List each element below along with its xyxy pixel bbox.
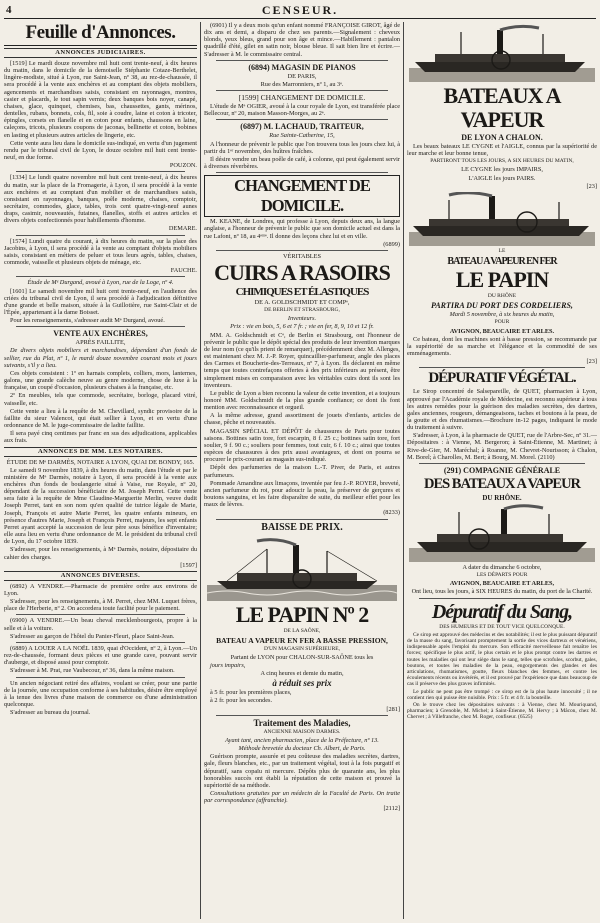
annonce-text: Pour les renseignements, s'adresser audit Mᵉ Durgand, avoué.: [10, 317, 165, 325]
column-divider: [200, 22, 201, 919]
divider: [216, 60, 388, 61]
header-rule: [4, 18, 596, 19]
annonce-text: On le trouve chez les dépositaires suivants : à Vienne, chez M. Mouriquand, pharmacien; à Grenoble, M. Michel; à Saint-Étienne, M. Hervy ; à Mâcon, chez M. Chervet ; à Villefranche, chez M. Roger, confiseur. (6525): [407, 701, 597, 721]
chimiques-heading: CHIMIQUES ET ÉLASTIQUES: [235, 285, 369, 298]
magasin-name: MAGASIN DE PIANOS: [271, 62, 356, 72]
annonce-text: LE CYGNE les jours IMPAIRS,: [461, 166, 543, 174]
page-header: [0, 0, 600, 22]
compagnie-heading: [407, 466, 597, 475]
divider: [419, 598, 585, 599]
divider: [216, 250, 388, 251]
annonce-text: A l'honneur de prévenir le public que l'on trouvera tous les jours chez lui, à partir du 1ᵉʳ novembre, des huîtres fraîches.: [204, 140, 400, 155]
annonce-text: Le public ne peut pas être trompé : ce sirop est de la plus haute innocuité ; il ne contient rien qui puisse être nuisible. Prix : 5 fr. et 4 fr. la bouteille.: [407, 688, 597, 701]
annonce-text: S'adresser, pour les renseignements, à Mᵉ Darmès, notaire, dépositaire du cahier des charges.: [4, 546, 197, 561]
annonce-text: S'adresser à M. Prat, rue Vaubecour, nº 36, dans la même maison.: [10, 667, 175, 675]
papin2-heading: LE PAPIN Nº 2: [235, 601, 369, 627]
rhone-label: DU RHÔNE: [487, 293, 517, 300]
section-heading: ANNONCES DE MM. LES NOTAIRES.: [4, 447, 197, 457]
steamboat-illustration: [207, 535, 397, 601]
annonce-text: Ce sirop est approuvé des médecins et des notabilités; il est le plus puissant dépuratif de la masse du sang, favorisant promptement la sortie des vices dartreux et vénériens, indispensable après l'emploi du mercure. Son efficacité merveilleuse fait renaître les forces; spécifique le plus actif, le plus certain et le plus prompt contre les dartres et toutes les maladies qui ont leur siège dans le sang, telles que scrofules, scorbut, gales, boutons, et toutes les maladies de la peau, engorgements des glandes et des articulations, rhumatismes, goutte, fleurs blanches des femmes, et contre les écoulements récents ou invétérés, et il est prouvé par l'expérience que dans beaucoup de cas il préserve des plus graves infirmités.: [407, 631, 597, 688]
compagnie-name: COMPAGNIE GÉNÉRALE: [463, 465, 561, 475]
annonce-text: [1574] Lundi quatre du courant, à dix heures du matin, sur la place des Jacobins, à Lyon, il sera procédé à la vente au comptant d'objets mobiliers saisis, consistant en métiers de peluer et tous leurs agrès, tables, chaises, commode, vaisselle et plusieurs objets de ménage, etc.: [4, 237, 197, 267]
annonce-text: [1601] Le samedi novembre mil huit cent trente-neuf, en l'audience des criées du tribunal civil de Lyon, il sera procédé à l'adjudication définitive d'une grande et belle maison, située à la Guillotière, rue Saint-Clair et de l'Épée, appartenant à la dame Boisset.: [4, 287, 197, 316]
traiteur-title: (6897) M. LACHAUD, TRAITEUR,: [240, 122, 364, 132]
maladies-line: Méthode brevetée du docteur Ch. Albert, de Paris.: [238, 745, 366, 753]
ref-number: (6894): [248, 62, 270, 72]
annonce-text: 2º En meubles, tels que commode, secrétaire, borloge, placard vitré, vaisselle, etc.: [4, 392, 197, 407]
divider: [216, 172, 388, 173]
annonce-text: Ce bateau, dont les machines sont à basse pression, se recommande par la supériorité de sa marche et l'élégance et la commodité de ses emménagements.: [407, 335, 597, 358]
maladies-subtitle: ANCIENNE MAISON DARMES.: [263, 728, 341, 735]
maladies-heading: Traitement des Maladies,: [253, 717, 351, 728]
vente-title: VENTE AUX ENCHÈRES,: [53, 329, 148, 339]
masthead: CENSEUR.: [261, 3, 339, 17]
ref-number: (291): [443, 465, 462, 475]
annonce-text: Cette vente a lieu à la requête de M. Chevillard, syndic provisoire de la faillite du sieur Valencot, qui était sellier à Lyon, et en vertu d'une ordonnance de M. le juge-commissaire de ladite faillite.: [4, 407, 197, 430]
mardi-line: Mardi 5 novembre, à six heures du matin,: [449, 311, 555, 319]
depuratif-heading: DÉPURATIF VÉGÉTAL.: [428, 370, 576, 387]
divider: [419, 463, 585, 464]
annonce-text: (6889) A LOUER A LA NOËL 1839, quai d'Occident, nº 2, à Lyon.—Un rez-de-chaussée, formant deux pièces et une grande cave, pouvant servir d'auberge, et disposé aussi pour comptoir.: [4, 644, 197, 667]
annonce-text: [1519] Le mardi douze novembre mil huit cent trente-neuf, à dix heures du matin, dans le domicile de la demoiselle Stéphanie Cotaze-Berthelet, lingère-modiste, situé à Lyon, rue Saint-Jean, nº 38, au rez-de-chaussée, il sera procédé à la vente aux enchères et au comptant des objets mobiliers, agencements et marchandises saisis, consistant en rayonnages, montres, casier et placards, le tout sapin vernis; deux banques bois noyer, canapé, chaises, glace, quinquet, chemises, bas, chaussettes, gants, mérinos, dentelles, rubans, bonnets, cols, fil, soie à coudre, laine et coton à tricoter, épingles, corsets en flanelle et en coton pour enfants, chaussons en laine, caleçons, tricots, plusieurs coupons de jaconas, bellinette et coton, bobines en lasting et plusieurs autres articles de lingerie, etc.: [4, 60, 197, 139]
annonce-text: Pommade Amandine aux limaçons, inventée par feu J.-P. ROYER, breveté, ancien parfumeur du roi, pour adoucir la peau, la préserver de gerçures et boutons sanguins, et les faire disparaître de suite, du meilleur effet pour les maux de lèvres.: [204, 479, 400, 509]
signature: POUZON.: [169, 162, 197, 170]
divider: [16, 171, 185, 172]
annonce-text: Dépôt des parfumeries de la maison L.-T. Piver, de Paris, et autres parfumeurs.: [204, 464, 400, 479]
column-divider: [403, 22, 404, 919]
changement-domicile-heading: CHANGEMENT DE DOMICILE.: [204, 175, 400, 217]
annonce-text: M. KEANE, de Londres, qui professe à Lyon, depuis deux ans, la langue anglaise, a l'honneur de prévenir le public que son domicile actuel est dans la rue Lafont, nº 18, au 4ᵉᵐᵉ. Il donne des leçons chez lui et en ville.: [204, 218, 400, 240]
etude-line: Étude de Mᵉ Durgand, avoué à Lyon, rue de la Loge, nº 4.: [27, 279, 174, 287]
cuirs-heading: CUIRS A RASOIRS: [214, 259, 390, 285]
papin2-line: D'UN MAGASIN SUPÉRIEURE,: [263, 645, 340, 652]
annonce-text: PARTIRONT TOUS LES JOURS, A SIX HEURES DU MATIN,: [430, 158, 574, 165]
ref-number: (8233): [383, 509, 400, 517]
papin2-line: à 2 fr. pour les secondes.: [210, 697, 273, 705]
avignon-line: AVIGNON, BEAUCAIRE ET ARLES.: [449, 327, 555, 335]
magasin-title: [204, 63, 400, 72]
column-2: [204, 22, 400, 921]
depuratif-sang-subtitle: DES HUMEURS ET DE TOUT VICE QUELCONQUE.: [439, 623, 565, 630]
annonce-text: S'adresser au garçon de l'hôtel du Panier-Fleuri, place Saint-Jean.: [10, 632, 175, 640]
ref-number: [2112]: [383, 805, 400, 813]
annonce-text: S'adresser, pour les renseignements, à M. Perret, chez MM. Luquet frères, place de l'Herberie, nº 2. On accordera toute facilité pour le paiement.: [4, 598, 197, 613]
annonce-text: Ces objets consistent : 1º en harnais complets, colliers, mors, lanternes, galons, une grande calèche neuve au genre moderne, chose de luxe à la française, un coupé d'occasion, plusieurs chaises à la française, etc.: [4, 369, 197, 392]
vente-subtitle: APRÈS FAILLITE,: [75, 339, 126, 347]
annonce-text: L'étude de Mᵉ OGIER, avoué à la cour royale de Lyon, est transférée place Bellecour, nº 20, maison Masson-Morges, au 2ᵉ.: [204, 103, 400, 118]
veritables-label: VÉRITABLES: [283, 252, 321, 260]
annonce-text: Le public de Lyon a bien reconnu la valeur de cette invention, et a toujours honoré MM. Goldschmidt de la plus grande confiance; ce dont ils font mention avec reconnaissance et orgueil.: [204, 389, 400, 412]
ref-number: [23]: [586, 358, 597, 366]
pour-label: POUR: [494, 319, 510, 326]
steamboat-illustration: [409, 504, 595, 562]
magasin-address: Rue des Marronniers, nº 1, au 3ᵉ.: [260, 80, 344, 88]
avignon-line: AVIGNON, BEAUCAIRE ET ARLES,: [449, 580, 555, 588]
annonce-text: (6892) A VENDRE.—Pharmacie de première ordre aux environs de Lyon.: [4, 582, 197, 597]
traiteur-address: Rue Sainte-Catherine, 15,: [269, 132, 335, 140]
annonce-text: Il désire vendre un beau poêle de café, à colonne, qui peut également servir à diverses réverbères.: [204, 155, 400, 171]
inventeurs-line: Inventeurs.: [287, 315, 317, 323]
papin2-line: à réduit ses prix: [272, 678, 332, 689]
etude-line: ÉTUDE DE Mᵉ DARMÈS, NOTAIRE A LYON, QUAI DE BONDY, 165.: [6, 458, 195, 466]
steamboat-illustration: [409, 24, 595, 82]
ref-number: (6899): [383, 240, 400, 248]
papin2-subtitle: DE LA SAÔNE,: [283, 627, 321, 634]
signature: DEMARE.: [168, 225, 197, 233]
annonce-text: S'adresser au bureau du journal.: [10, 709, 91, 717]
ref-number: [1597]: [180, 561, 197, 569]
divider: [419, 367, 585, 368]
domicile-title: [1599] CHANGEMENT DE DOMICILE.: [238, 93, 366, 103]
divider: [216, 90, 388, 91]
dater-line: A dater du dimanche 6 octobre,: [462, 563, 542, 571]
column-1: [4, 22, 197, 921]
papin2-line: Partant de LYON pour CHALON-SUR-SAÔNE tous les: [230, 653, 374, 661]
annonce-text: [1334] Le lundi quatre novembre mil huit cent trente-neuf, à dix heures du matin, sur la place de la Fromagerie, à Lyon, il sera procédé à la vente aux enchères et au comptant d'un mobilier et de marchandises saisis, consistant en rayonnages, banques, poêle moderne, chaises, comptoir, secrétaire, commodes, glace, tables, trois cent quatre-vingt-neuf aunes draps, casimir, nouveautés, futaines, flanelles, stoffs et autres articles et divers objets confectionnés pour habillements d'homme.: [4, 174, 197, 225]
divider: [16, 642, 185, 643]
divider: [16, 677, 185, 678]
departs-label: LES DÉPARTS POUR: [476, 572, 528, 579]
divider: [216, 119, 388, 120]
berlin-line: DE BERLIN ET STRASBOURG,: [264, 307, 340, 314]
annonce-text: (6901) Il y a deux mois qu'un enfant nommé FRANÇOISE GIROT, âgé de dix ans et demi, a disparu de chez ses parents.—Signalement : cheveux blonds, yeux bleus, grand pour son âge et mince.—Habillement : pantalon quadrillé d'été, gilet en satin noir, blouse bleue. Il sait bien lire et écrire.— S'adresser à M. le commissaire central.: [204, 22, 400, 58]
section-heading: ANNONCES JUDICIAIRES.: [4, 48, 197, 58]
papin-heading: LE PAPIN: [455, 267, 549, 293]
rhone-label: DU RHÔNE.: [482, 493, 522, 502]
le-label: LE: [498, 247, 506, 254]
annonce-text: S'adresser, à Lyon, à la pharmacie de QUET, rue de l'Arbre-Sec, nº 31.—Dépositaires : à Vienne, M. Bergeron; à Saint-Étienne, M. Martinet; à Rive-de-Gier, M. Maréchal; à Roanne, M. Chevret-Nourisson; à Chalon, M. Borel; à Charolles, M. Bert; à Bourg, M. Morel. (2110): [407, 432, 597, 461]
maladies-line: Ayant tant, ancien pharmacien, place de la Préfecture, nº 13.: [225, 736, 379, 744]
annonce-text: De divers objets mobiliers et marchandises, dépendant d'un fonds de sellier, rue du Plat, nº 1, le mardi douze novembre courant mois et jours suivants, s'il y a lieu.: [4, 347, 197, 369]
annonce-text: Un ancien négociant retiré des affaires, voulant se créer, pour une partie de la journée, une occupation conforme à ses habitudes, désire être employé à la tenue des livres d'une maison de commerce ou d'une administration quelconque.: [4, 679, 197, 709]
des-bateaux-heading: DES BATEAUX A VAPEUR: [423, 475, 581, 492]
magasin-subtitle: DE PARIS,: [287, 72, 317, 80]
papin2-line: jours impairs,: [210, 661, 246, 669]
annonce-text: Guérison prompte, assurée et peu coûteuse des maladies secrètes, dartres, gale, fleurs blanches, etc., par un traitement végétal, tout à la fois purgatif et dépuratif, sans copaïu ni mercure. Dépôts plus de quarante ans, les plus honorables succès ont établi la réputation de cette maison et prouvé la supériorité de sa méthode.: [204, 753, 400, 789]
section-heading: ANNONCES DIVERSES.: [4, 571, 197, 581]
ref-number: [23]: [586, 182, 597, 190]
divider: [16, 614, 185, 615]
bateaux-heading: BATEAUX A VAPEUR: [443, 83, 561, 132]
signature: FAUCHE.: [170, 267, 197, 275]
bateaux-subtitle: DE LYON A CHALON.: [461, 133, 543, 142]
annonce-text: MM. A. Goldschmidt et Cᵉ, de Berlin et Strasbourg, ont l'honneur de prévenir le public que le dépôt spécial des produits de leur invention marques de leur nom (ce qu'ils prient de remarquer), précédemment chez M. Allenges, est maintenant chez M. J.-P. Royer, quincaillier-parfumeur, angle des places des Carmes et Boucherie-des-Terreaux, nº 7, à Lyon. Ils déclarent en même temps que toutes contrefaçons offertes à des prix inférieurs au présent, être simplement mises en comparaison avec les véritables cuirs dont ils sont les inventeurs.: [204, 331, 400, 389]
annonce-text: Cette vente aura lieu dans le domicile sus-indiqué, en vertu d'un jugement rendu par le tribunal civil de Lyon, le douze octobre mil huit cent trente-neuf, en due forme.: [4, 139, 197, 162]
annonce-text: (6900) A VENDRE.—Un beau cheval mecklenbourgeois, propre à la selle et à la voiture.: [4, 617, 197, 632]
annonce-text: A la même adresse, grand assortiment de jouets d'enfants, articles de chasse, pêche et nouveautés.: [204, 412, 400, 427]
divider: [16, 326, 185, 327]
ont-lieu-line: Ont lieu, tous les jours, à SIX HEURES du matin, du port de la Charité.: [411, 588, 593, 596]
divider: [216, 519, 388, 520]
column-3: [407, 22, 597, 921]
annonce-text: Consultations gratuites par un médecin de la Faculté de Paris. On traite par correspondance (affranchie).: [204, 790, 400, 805]
divider: [216, 715, 388, 716]
annonce-text: Le Sirop concentré de Salsepareille, de QUET, pharmacien à Lyon, approuvé par l'Académie royale de Médecine, est reconnu supérieur à tous les autres remèdes pour la guérison des maladies secrètes, des dartres, gales anciennes, rougeurs, démangeaisons, taches et boutons à la peau, de la goutte et des rhumatismes.—Brochure in-12 pages, indiquant le mode du traitement à suivre.: [407, 388, 597, 432]
section-title: Feuille d'Annonces.: [4, 22, 197, 46]
divider: [16, 276, 185, 277]
papin2-line: BATEAU A VAPEUR EN FER A BASSE PRESSION,: [216, 635, 388, 645]
steamboat-illustration: [409, 192, 595, 246]
annonce-text: Il sera payé cinq centimes par franc en sus des adjudications, applicables aux frais.: [4, 430, 197, 445]
annonce-text: L'AIGLE les jours PAIRS.: [468, 174, 536, 182]
ref-number: [281]: [386, 705, 400, 713]
bateau-fer-heading: BATEAU A VAPEUR EN FER: [447, 256, 557, 268]
annonce-text: MAGASIN SPÉCIAL ET DÉPÔT de chaussures de Paris pour toutes saisons. Bottines satin tore, fort escarpin, 8 f. 25 c.; bottines satin tore, fort soulier, 9 f. 90 c.; souliers pour femmes, tout cuir, 6 f. 10 c.; ainsi que toutes espèces de chaussures à des prix aussi avantageux, et dont on pourra se procurer le prix-courant au magasin sus-indiqué.: [204, 427, 400, 464]
divider: [16, 235, 185, 236]
baisse-prix-heading: BAISSE DE PRIX.: [261, 521, 343, 533]
papin2-line: à 5 fr. pour les premières places,: [210, 689, 292, 697]
annonce-text: Le samedi 9 novembre 1839, à dix heures du matin, dans l'étude et par le ministère de Mᵉ Darmès, notaire à Lyon, il sera procédé à la vente aux enchères d'un fonds de boulangerie situé à Vaise, rue Royale, nº 20, dépendant de la succession bénéficiaire de M. Joseph Perret. Cette vente sera faite à la requête de Mme Claudine-Marguerite Merlin, veuve dudit Joseph Perret, tant en son nom qu'en qualité de tutrice légale de Marie, Joseph, François et autre Marie Perret, les quatre enfants mineurs, en présence d'autres Marie, Joseph et François Perret, majeurs, les sept enfants Perret ayant accepté la succession de leur père sous bénéfice d'inventaire; elle aura lieu en vertu d'une ordonnance de M. le président du tribunal civil de Lyon, du 17 octobre 1839.: [4, 466, 197, 546]
depuratif-sang-heading: Dépuratif du Sang,: [431, 600, 573, 623]
prix-line: Prix : vie en bois, 5, 6 et 7 fr. ; vie en fer, 8, 9, 10 et 12 fr.: [230, 323, 374, 331]
goldschmidt-line: DE A. GOLDSCHMIDT ET COMPᵉ,: [254, 298, 350, 306]
partira-line: PARTIRA DU PORT DES CORDELIERS,: [431, 301, 573, 311]
page-number: 4: [6, 4, 12, 16]
papin2-line: A cinq heures et demie du matin,: [260, 670, 344, 678]
annonce-text: Les beaux bateaux LE CYGNE et l'AIGLE, connus par la supériorité de leur marche et leur bonne tenue,: [407, 143, 597, 158]
